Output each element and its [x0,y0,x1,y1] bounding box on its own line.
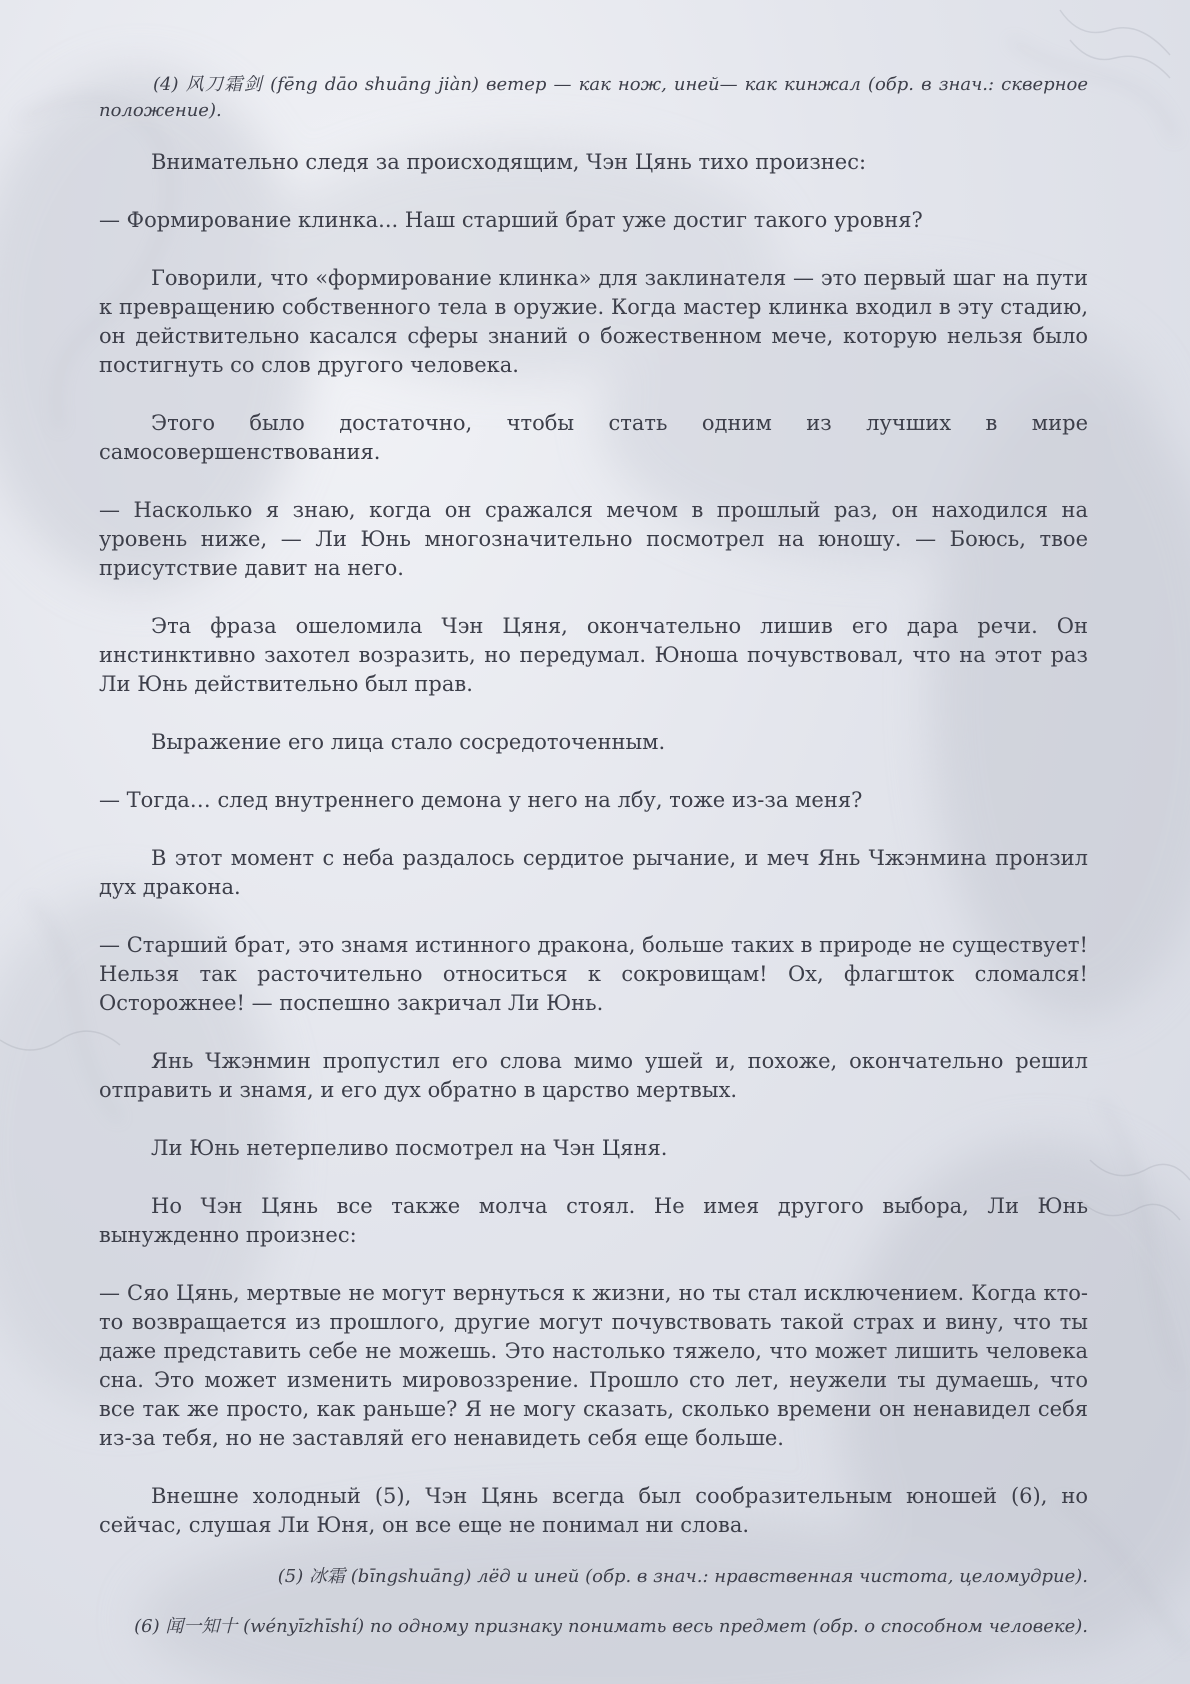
page-text [99,72,1088,1640]
paragraph: Но Чэн Цянь все также молча стоял. Не имея другого выбора, Ли Юнь вынужденно произнес: [99,1194,1088,1247]
dialogue-line: — Насколько я знаю, когда он сражался мечом в прошлый раз, он находился на уровень ниже, — Ли Юнь многозначительно посмотрел на юношу. — Боюсь, твое присутствие давит на него. [99,498,1088,580]
paragraph: Янь Чжэнмин пропустил его слова мимо ушей и, похоже, окончательно решил отправить и знамя, и его дух обратно в царство мертвых. [99,1049,1088,1102]
paragraph: Эта фраза ошеломила Чэн Цяня, окончательно лишив его дара речи. Он инстинктивно захотел возразить, но передумал. Юноша почувствовал, что на этот раз Ли Юнь действительно был прав. [99,614,1088,696]
dialogue-line: — Формирование клинка... Наш старший брат уже достиг такого уровня? [99,208,923,232]
footnote-6: (6) 闻一知十 (wényīzhīshí) по одному признаку понимать весь предмет (обр. о способном человеке). [134,1616,1088,1637]
paragraph: В этот момент с неба раздалось сердитое рычание, и меч Янь Чжэнмина пронзил дух дракона. [99,846,1088,899]
paragraph: Ли Юнь нетерпеливо посмотрел на Чэн Цяня. [151,1136,668,1160]
paragraph: Этого было достаточно, чтобы стать одним из лучших в мире самосовершенствования. [99,411,1088,464]
dialogue-line: — Старший брат, это знамя истинного дракона, больше таких в природе не существует! Нельзя так расточительно относиться к сокровищам! Ох, флагшток сломался! Осторожнее! — поспешно закричал Ли Юнь. [99,933,1088,1015]
paragraph: Внимательно следя за происходящим, Чэн Цянь тихо произнес: [151,150,867,174]
dialogue-line: — Тогда… след внутреннего демона у него на лбу, тоже из-за меня? [99,788,863,812]
paragraph: Выражение его лица стало сосредоточенным. [151,730,666,754]
dialogue-line: — Сяо Цянь, мертвые не могут вернуться к жизни, но ты стал исключением. Когда кто-то возвращается из прошлого, другие могут почувствовать такой страх и вину, что ты даже представить себе не можешь. Это настолько тяжело, что может лишить человека сна. Это может изменить мировоззрение. Прошло сто лет, неужели ты думаешь, что все так же просто, как раньше? Я не могу сказать, сколько времени он ненавидел себя из-за тебя, но не заставляй его ненавидеть себя еще больше. [99,1281,1088,1450]
paragraph: Внешне холодный (5), Чэн Цянь всегда был сообразительным юношей (6), но сейчас, слушая Ли Юня, он все еще не понимал ни слова. [99,1484,1088,1537]
footnote-5: (5) 冰霜 (bīngshuāng) лёд и иней (обр. в знач.: нравственная чистота, целомудрие). [277,1566,1088,1587]
paragraph: Говорили, что «формирование клинка» для заклинателя — это первый шаг на пути к превращению собственного тела в оружие. Когда мастер клинка входил в эту стадию, он действительно касался сферы знаний о божественном мече, которую нельзя было постигнуть со слов другого человека. [99,266,1088,377]
footnote-4: (4) 风刀霜剑 (fēng dāo shuāng jiàn) ветер — как нож, иней— как кинжал (обр. в знач.: скверное положение). [99,74,1088,121]
